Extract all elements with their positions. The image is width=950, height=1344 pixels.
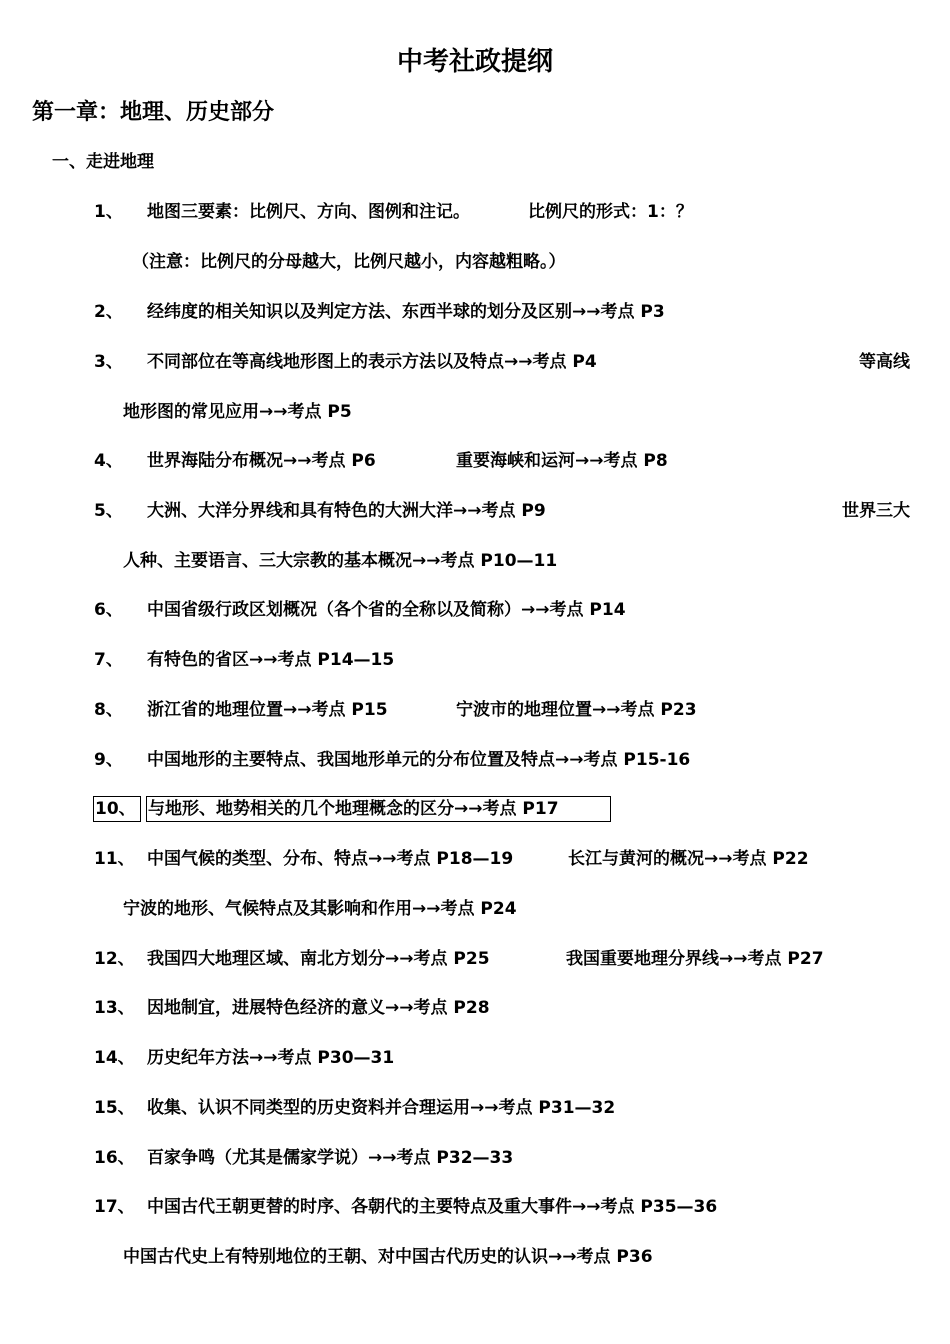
item-text: 我国四大地理区域、南北方划分→→考点 P25 [147, 949, 490, 969]
outline-item-11-continued [0, 895, 950, 923]
item-text: 中国省级行政区划概况（各个省的全称以及简称）→→考点 P14 [147, 600, 626, 620]
item-text-secondary: 我国重要地理分界线→→考点 P27 [566, 949, 824, 969]
item-number: 13、 [94, 998, 135, 1018]
item-number: 3、 [94, 352, 123, 372]
outline-item-15 [0, 1094, 950, 1122]
outline-item-7 [0, 646, 950, 674]
outline-item-17 [0, 1193, 950, 1221]
item-number: 10、 [93, 796, 141, 822]
item-text-continued: 人种、主要语言、三大宗教的基本概况→→考点 P10—11 [123, 551, 558, 571]
item-text-secondary: 长江与黄河的概况→→考点 P22 [568, 849, 809, 869]
item-text: 不同部位在等高线地形图上的表示方法以及特点→→考点 P4 [147, 352, 597, 372]
outline-item-4 [0, 447, 950, 475]
outline-item-8 [0, 696, 950, 724]
outline-item-10 [0, 795, 950, 823]
item-number: 9、 [94, 750, 123, 770]
item-text: 收集、认识不同类型的历史资料并合理运用→→考点 P31—32 [147, 1098, 616, 1118]
item-number: 17、 [94, 1197, 135, 1217]
outline-item-1 [0, 198, 950, 226]
page-title: 中考社政提纲 [396, 47, 553, 77]
item-number: 15、 [94, 1098, 135, 1118]
item-text-right: 等高线 [859, 352, 910, 372]
item-text: 世界海陆分布概况→→考点 P6 [147, 451, 376, 471]
outline-item-1-continued [0, 248, 950, 276]
item-text: 中国气候的类型、分布、特点→→考点 P18—19 [147, 849, 514, 869]
section-heading: 一、走进地理 [52, 152, 154, 172]
item-text: 经纬度的相关知识以及判定方法、东西半球的划分及区别→→考点 P3 [147, 302, 665, 322]
item-number: 8、 [94, 700, 123, 720]
item-text: 历史纪年方法→→考点 P30—31 [147, 1048, 395, 1068]
item-text-secondary: 比例尺的形式：1：？ [528, 202, 693, 222]
outline-item-5-continued [0, 547, 950, 575]
item-number: 6、 [94, 600, 123, 620]
item-number: 2、 [94, 302, 123, 322]
outline-item-14 [0, 1044, 950, 1072]
item-text: 有特色的省区→→考点 P14—15 [147, 650, 395, 670]
outline-item-16 [0, 1144, 950, 1172]
item-text-continued: 中国古代史上有特别地位的王朝、对中国古代历史的认识→→考点 P36 [123, 1247, 653, 1267]
item-number: 5、 [94, 501, 123, 521]
item-text-secondary: 宁波市的地理位置→→考点 P23 [456, 700, 697, 720]
outline-item-17-continued [0, 1243, 950, 1271]
item-text: 中国地形的主要特点、我国地形单元的分布位置及特点→→考点 P15-16 [147, 750, 691, 770]
item-text-continued: 宁波的地形、气候特点及其影响和作用→→考点 P24 [123, 899, 517, 919]
item-text: 中国古代王朝更替的时序、各朝代的主要特点及重大事件→→考点 P35—36 [147, 1197, 718, 1217]
item-number: 16、 [94, 1148, 135, 1168]
item-text-continued: 地形图的常见应用→→考点 P5 [123, 402, 352, 422]
item-text: 百家争鸣（尤其是儒家学说）→→考点 P32—33 [147, 1148, 514, 1168]
item-number: 7、 [94, 650, 123, 670]
item-text: 与地形、地势相关的几个地理概念的区分→→考点 P17 [146, 796, 611, 822]
outline-item-6 [0, 596, 950, 624]
outline-item-11 [0, 845, 950, 873]
item-number: 12、 [94, 949, 135, 969]
item-text-right: 世界三大 [842, 501, 910, 521]
outline-item-13 [0, 994, 950, 1022]
item-number: 11、 [94, 849, 135, 869]
item-text-secondary: 重要海峡和运河→→考点 P8 [456, 451, 668, 471]
chapter-heading: 第一章：地理、历史部分 [32, 100, 275, 125]
item-number: 14、 [94, 1048, 135, 1068]
item-text: 地图三要素：比例尺、方向、图例和注记。 [147, 202, 470, 222]
outline-item-12 [0, 945, 950, 973]
item-text: 大洲、大洋分界线和具有特色的大洲大洋→→考点 P9 [147, 501, 546, 521]
outline-item-3-continued [0, 398, 950, 426]
outline-item-5 [0, 497, 950, 525]
item-number: 4、 [94, 451, 123, 471]
item-text: 因地制宜，进展特色经济的意义→→考点 P28 [147, 998, 490, 1018]
item-text: 浙江省的地理位置→→考点 P15 [147, 700, 388, 720]
item-number: 1、 [94, 202, 123, 222]
outline-item-2 [0, 298, 950, 326]
item-note: （注意：比例尺的分母越大，比例尺越小，内容越粗略。） [132, 252, 566, 272]
outline-item-3 [0, 348, 950, 376]
outline-item-9 [0, 746, 950, 774]
